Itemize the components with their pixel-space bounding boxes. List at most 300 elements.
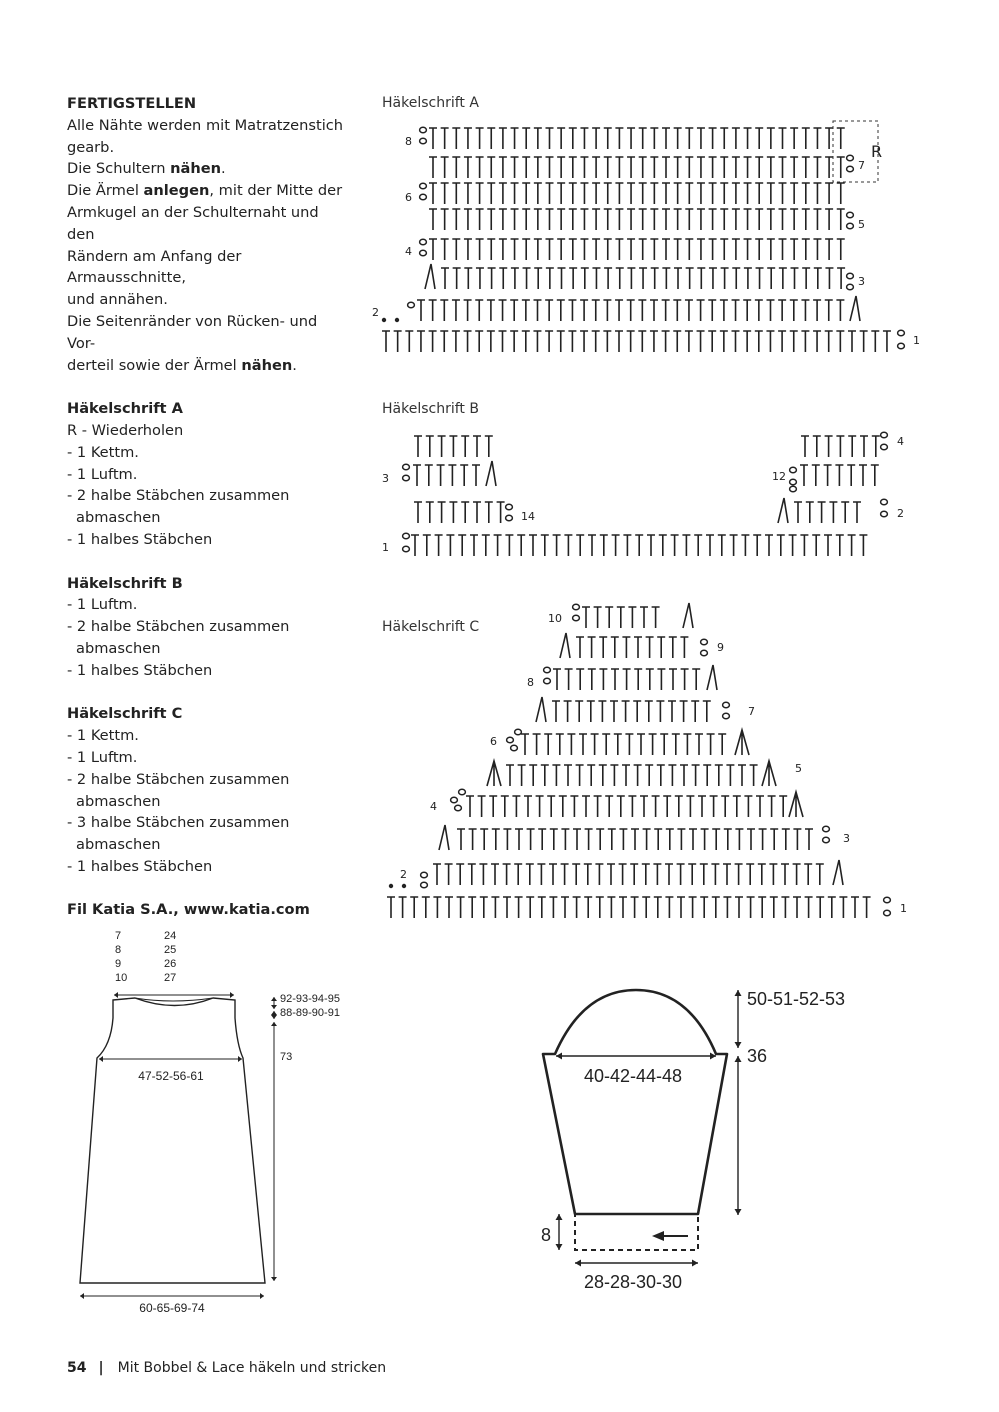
half-dc-symbol bbox=[657, 765, 665, 786]
arrowhead bbox=[80, 1293, 84, 1299]
half-dc-symbol bbox=[605, 796, 613, 817]
half-dc-symbol bbox=[709, 157, 717, 178]
chain-symbol bbox=[420, 138, 427, 143]
half-dc-symbol bbox=[673, 331, 681, 352]
chain-symbol bbox=[884, 897, 891, 902]
row-number-label: 3 bbox=[843, 832, 850, 845]
half-dc-symbol bbox=[546, 239, 554, 260]
half-dc-symbol bbox=[818, 502, 826, 523]
half-dc-symbol bbox=[518, 765, 526, 786]
half-dc-symbol bbox=[738, 765, 746, 786]
hdc3tog-symbol bbox=[789, 792, 803, 817]
half-dc-symbol bbox=[779, 268, 787, 289]
half-dc-symbol bbox=[710, 796, 718, 817]
half-dc-symbol bbox=[464, 239, 472, 260]
row-number-label: 40-42-44-48 bbox=[583, 1066, 683, 1086]
half-dc-symbol bbox=[642, 864, 650, 885]
half-dc-symbol bbox=[557, 209, 565, 230]
half-dc-symbol bbox=[769, 864, 777, 885]
half-dc-symbol bbox=[546, 209, 554, 230]
half-dc-symbol bbox=[515, 829, 523, 850]
half-dc-symbol bbox=[550, 829, 558, 850]
half-dc-symbol bbox=[697, 183, 705, 204]
half-dc-symbol bbox=[476, 268, 484, 289]
chain-symbol bbox=[507, 737, 514, 742]
half-dc-symbol bbox=[659, 535, 667, 556]
legend-item: - 3 halbe Stäbchen zusammen bbox=[67, 814, 290, 832]
text-run: Armkugel an der Schulternaht und den bbox=[67, 203, 319, 243]
half-dc-symbol bbox=[730, 535, 738, 556]
half-dc-symbol bbox=[851, 897, 859, 918]
arrowhead bbox=[271, 1011, 277, 1015]
half-dc-symbol bbox=[709, 209, 717, 230]
half-dc-symbol bbox=[755, 331, 763, 352]
half-dc-symbol bbox=[615, 239, 623, 260]
half-dc-symbol bbox=[744, 157, 752, 178]
half-dc-symbol bbox=[656, 701, 664, 722]
arrowhead bbox=[99, 1056, 103, 1062]
half-dc-symbol bbox=[753, 535, 761, 556]
half-dc-symbol bbox=[841, 502, 849, 523]
row-number-label: 1 bbox=[900, 902, 907, 915]
half-dc-symbol bbox=[709, 239, 717, 260]
half-dc-symbol bbox=[674, 128, 682, 149]
half-dc-symbol bbox=[491, 864, 499, 885]
half-dc-symbol bbox=[638, 300, 646, 321]
row-number-label: 92-93-94-95 bbox=[280, 993, 340, 1005]
half-dc-symbol bbox=[592, 239, 600, 260]
half-dc-symbol bbox=[615, 183, 623, 204]
half-dc-symbol bbox=[482, 535, 490, 556]
half-dc-symbol bbox=[429, 157, 437, 178]
half-dc-symbol bbox=[790, 331, 798, 352]
half-dc-symbol bbox=[642, 897, 650, 918]
half-dc-symbol bbox=[559, 796, 567, 817]
row-number-label: 1 bbox=[382, 541, 389, 554]
half-dc-symbol bbox=[777, 535, 785, 556]
half-dc-symbol bbox=[825, 157, 833, 178]
half-dc-symbol bbox=[506, 765, 514, 786]
row-number-label: 2 bbox=[400, 868, 407, 881]
half-dc-symbol bbox=[564, 765, 572, 786]
half-dc-symbol bbox=[683, 734, 691, 755]
chain-symbol bbox=[511, 745, 518, 750]
half-dc-symbol bbox=[458, 535, 466, 556]
legend-item: - 1 halbes Stäbchen bbox=[67, 530, 213, 548]
half-dc-symbol bbox=[735, 897, 743, 918]
half-dc-symbol bbox=[503, 829, 511, 850]
half-dc-symbol bbox=[836, 331, 844, 352]
half-dc-symbol bbox=[603, 331, 611, 352]
row-number-label: 9 bbox=[115, 958, 122, 970]
half-dc-symbol bbox=[744, 128, 752, 149]
half-dc-symbol bbox=[639, 239, 647, 260]
half-dc-symbol bbox=[778, 331, 786, 352]
row-number-label: 1 bbox=[913, 334, 920, 347]
half-dc-symbol bbox=[790, 157, 798, 178]
half-dc-symbol bbox=[860, 436, 868, 457]
half-dc-symbol bbox=[604, 128, 612, 149]
half-dc-symbol bbox=[604, 183, 612, 204]
half-dc-symbol bbox=[680, 701, 688, 722]
chain-symbol bbox=[847, 273, 854, 278]
half-dc-symbol bbox=[382, 331, 390, 352]
half-dc-symbol bbox=[541, 765, 549, 786]
half-dc-symbol bbox=[837, 128, 845, 149]
half-dc-symbol bbox=[701, 829, 709, 850]
chart-c bbox=[387, 603, 907, 918]
half-dc-symbol bbox=[429, 128, 437, 149]
hdc2tog-symbol bbox=[778, 498, 788, 523]
half-dc-symbol bbox=[522, 183, 530, 204]
half-dc-symbol bbox=[581, 268, 589, 289]
half-dc-symbol bbox=[615, 209, 623, 230]
half-dc-symbol bbox=[668, 765, 676, 786]
half-dc-symbol bbox=[476, 239, 484, 260]
half-dc-symbol bbox=[499, 157, 507, 178]
half-dc-symbol bbox=[592, 128, 600, 149]
chain-symbol bbox=[420, 250, 427, 255]
hdc2tog-symbol bbox=[560, 633, 570, 658]
half-dc-symbol bbox=[615, 128, 623, 149]
bold-term: anlegen bbox=[143, 182, 210, 200]
half-dc-symbol bbox=[485, 502, 493, 523]
half-dc-symbol bbox=[464, 183, 472, 204]
half-dc-symbol bbox=[553, 535, 561, 556]
half-dc-symbol bbox=[464, 128, 472, 149]
slip-stitch-symbol bbox=[389, 884, 393, 888]
half-dc-symbol bbox=[778, 300, 786, 321]
legend-item: abmaschen bbox=[76, 639, 161, 657]
half-dc-symbol bbox=[825, 239, 833, 260]
half-dc-symbol bbox=[441, 209, 449, 230]
legend-item: abmaschen bbox=[76, 792, 161, 810]
chain-symbol bbox=[884, 910, 891, 915]
half-dc-symbol bbox=[576, 765, 584, 786]
row-number-label: 2 bbox=[372, 306, 379, 319]
arrowhead bbox=[556, 1053, 562, 1060]
half-dc-symbol bbox=[580, 209, 588, 230]
half-dc-symbol bbox=[662, 209, 670, 230]
hdc2tog-symbol bbox=[833, 860, 843, 885]
half-dc-symbol bbox=[685, 239, 693, 260]
half-dc-symbol bbox=[709, 128, 717, 149]
half-dc-symbol bbox=[425, 465, 433, 486]
half-dc-symbol bbox=[813, 300, 821, 321]
half-dc-symbol bbox=[732, 239, 740, 260]
half-dc-symbol bbox=[793, 829, 801, 850]
half-dc-symbol bbox=[709, 183, 717, 204]
half-dc-symbol bbox=[464, 209, 472, 230]
half-dc-symbol bbox=[805, 897, 813, 918]
half-dc-symbol bbox=[662, 128, 670, 149]
half-dc-symbol bbox=[561, 864, 569, 885]
half-dc-symbol bbox=[452, 128, 460, 149]
half-dc-symbol bbox=[527, 829, 535, 850]
legend-a-title: Häkelschrift A bbox=[67, 400, 183, 418]
half-dc-symbol bbox=[755, 128, 763, 149]
cuff-band bbox=[575, 1214, 698, 1250]
half-dc-symbol bbox=[677, 864, 685, 885]
half-dc-symbol bbox=[410, 897, 418, 918]
half-dc-symbol bbox=[468, 897, 476, 918]
credit-line: Fil Katia S.A., www.katia.com bbox=[67, 901, 310, 919]
half-dc-symbol bbox=[720, 128, 728, 149]
chain-symbol bbox=[573, 615, 580, 620]
legend-item: - 1 Kettm. bbox=[67, 443, 139, 461]
half-dc-symbol bbox=[639, 128, 647, 149]
half-dc-symbol bbox=[660, 734, 668, 755]
half-dc-symbol bbox=[720, 239, 728, 260]
half-dc-symbol bbox=[573, 829, 581, 850]
half-dc-symbol bbox=[524, 796, 532, 817]
arrowhead bbox=[271, 1277, 277, 1281]
half-dc-symbol bbox=[718, 734, 726, 755]
half-dc-symbol bbox=[580, 157, 588, 178]
half-dc-symbol bbox=[417, 300, 425, 321]
hdc2tog-symbol bbox=[425, 264, 435, 289]
half-dc-symbol bbox=[521, 734, 529, 755]
half-dc-symbol bbox=[712, 897, 720, 918]
half-dc-symbol bbox=[453, 268, 461, 289]
half-dc-symbol bbox=[545, 300, 553, 321]
half-dc-symbol bbox=[639, 183, 647, 204]
half-dc-symbol bbox=[766, 331, 774, 352]
half-dc-symbol bbox=[522, 209, 530, 230]
half-dc-symbol bbox=[720, 209, 728, 230]
half-dc-symbol bbox=[756, 268, 764, 289]
row-number-label: 10 bbox=[115, 972, 128, 984]
half-dc-symbol bbox=[522, 300, 530, 321]
half-dc-symbol bbox=[411, 535, 419, 556]
half-dc-symbol bbox=[770, 897, 778, 918]
half-dc-symbol bbox=[449, 436, 457, 457]
half-dc-symbol bbox=[492, 829, 500, 850]
chain-symbol bbox=[790, 486, 797, 491]
half-dc-symbol bbox=[511, 239, 519, 260]
half-dc-symbol bbox=[758, 897, 766, 918]
half-dc-symbol bbox=[580, 239, 588, 260]
half-dc-symbol bbox=[591, 734, 599, 755]
half-dc-symbol bbox=[580, 300, 588, 321]
half-dc-symbol bbox=[487, 209, 495, 230]
half-dc-symbol bbox=[569, 209, 577, 230]
half-dc-symbol bbox=[617, 607, 625, 628]
half-dc-symbol bbox=[680, 637, 688, 658]
half-dc-symbol bbox=[464, 300, 472, 321]
half-dc-symbol bbox=[569, 268, 577, 289]
half-dc-symbol bbox=[801, 436, 809, 457]
half-dc-symbol bbox=[806, 502, 814, 523]
half-dc-symbol bbox=[522, 239, 530, 260]
half-dc-symbol bbox=[399, 897, 407, 918]
half-dc-symbol bbox=[611, 637, 619, 658]
half-dc-symbol bbox=[472, 465, 480, 486]
half-dc-symbol bbox=[522, 331, 530, 352]
half-dc-symbol bbox=[768, 796, 776, 817]
chain-symbol bbox=[403, 475, 410, 480]
half-dc-symbol bbox=[812, 465, 820, 486]
arrowhead bbox=[271, 1015, 277, 1019]
half-dc-symbol bbox=[576, 535, 584, 556]
arrowhead bbox=[271, 1022, 277, 1026]
half-dc-symbol bbox=[743, 331, 751, 352]
half-dc-symbol bbox=[604, 209, 612, 230]
half-dc-symbol bbox=[452, 331, 460, 352]
half-dc-symbol bbox=[604, 157, 612, 178]
text-run: gearb. bbox=[67, 138, 115, 156]
half-dc-symbol bbox=[623, 669, 631, 690]
half-dc-symbol bbox=[700, 897, 708, 918]
half-dc-symbol bbox=[682, 535, 690, 556]
half-dc-symbol bbox=[802, 239, 810, 260]
half-dc-symbol bbox=[584, 864, 592, 885]
half-dc-symbol bbox=[732, 157, 740, 178]
half-dc-symbol bbox=[594, 607, 602, 628]
half-dc-symbol bbox=[511, 183, 519, 204]
half-dc-symbol bbox=[517, 535, 525, 556]
half-dc-symbol bbox=[487, 331, 495, 352]
half-dc-symbol bbox=[628, 796, 636, 817]
half-dc-symbol bbox=[836, 535, 844, 556]
chain-symbol bbox=[847, 212, 854, 217]
half-dc-symbol bbox=[825, 300, 833, 321]
half-dc-symbol bbox=[801, 300, 809, 321]
half-dc-symbol bbox=[623, 535, 631, 556]
half-dc-symbol bbox=[569, 239, 577, 260]
row-number-label: 12 bbox=[772, 470, 786, 483]
row-number-label: 10 bbox=[548, 612, 562, 625]
body-schematic bbox=[80, 930, 340, 1315]
half-dc-symbol bbox=[653, 864, 661, 885]
half-dc-symbol bbox=[452, 239, 460, 260]
half-dc-symbol bbox=[529, 765, 537, 786]
half-dc-symbol bbox=[468, 864, 476, 885]
half-dc-symbol bbox=[567, 734, 575, 755]
half-dc-symbol bbox=[514, 864, 522, 885]
arrowhead bbox=[114, 992, 118, 998]
chart-a-title: Häkelschrift A bbox=[382, 95, 479, 111]
row-number-label: 24 bbox=[164, 930, 177, 942]
legend-item: - 1 Kettm. bbox=[67, 727, 139, 745]
half-dc-symbol bbox=[564, 535, 572, 556]
half-dc-symbol bbox=[790, 239, 798, 260]
half-dc-symbol bbox=[488, 268, 496, 289]
half-dc-symbol bbox=[650, 209, 658, 230]
half-dc-symbol bbox=[813, 157, 821, 178]
text-run: Die Ärmel bbox=[67, 182, 144, 200]
half-dc-symbol bbox=[767, 239, 775, 260]
row-number-label: 8 bbox=[527, 676, 534, 689]
half-dc-symbol bbox=[711, 864, 719, 885]
legend-b-title: Häkelschrift B bbox=[67, 574, 183, 592]
hdc3tog-symbol bbox=[735, 730, 749, 755]
half-dc-symbol bbox=[503, 897, 511, 918]
half-dc-symbol bbox=[767, 128, 775, 149]
chain-symbol bbox=[881, 444, 888, 449]
half-dc-symbol bbox=[457, 829, 465, 850]
half-dc-symbol bbox=[417, 331, 425, 352]
arrowhead bbox=[556, 1244, 563, 1250]
half-dc-symbol bbox=[741, 535, 749, 556]
half-dc-symbol bbox=[534, 209, 542, 230]
half-dc-symbol bbox=[592, 157, 600, 178]
half-dc-symbol bbox=[452, 183, 460, 204]
arrowhead bbox=[692, 1260, 698, 1267]
half-dc-symbol bbox=[652, 607, 660, 628]
half-dc-symbol bbox=[441, 157, 449, 178]
half-dc-symbol bbox=[652, 796, 660, 817]
row-number-label: 50-51-52-53 bbox=[747, 989, 846, 1009]
row-number-label: 27 bbox=[164, 972, 177, 984]
chain-symbol bbox=[881, 499, 888, 504]
half-dc-symbol bbox=[534, 183, 542, 204]
half-dc-symbol bbox=[662, 331, 670, 352]
half-dc-symbol bbox=[650, 239, 658, 260]
half-dc-symbol bbox=[645, 765, 653, 786]
half-dc-symbol bbox=[790, 128, 798, 149]
half-dc-symbol bbox=[732, 128, 740, 149]
half-dc-symbol bbox=[794, 502, 802, 523]
half-dc-symbol bbox=[433, 897, 441, 918]
half-dc-symbol bbox=[782, 829, 790, 850]
half-dc-symbol bbox=[445, 864, 453, 885]
half-dc-symbol bbox=[568, 331, 576, 352]
row-number-label: 8 bbox=[405, 135, 412, 148]
half-dc-symbol bbox=[871, 331, 879, 352]
half-dc-symbol bbox=[825, 331, 833, 352]
half-dc-symbol bbox=[633, 701, 641, 722]
chain-symbol bbox=[847, 223, 854, 228]
half-dc-symbol bbox=[816, 897, 824, 918]
legend-item: - 1 Luftm. bbox=[67, 596, 138, 614]
half-dc-symbol bbox=[691, 701, 699, 722]
half-dc-symbol bbox=[640, 607, 648, 628]
half-dc-symbol bbox=[568, 300, 576, 321]
half-dc-symbol bbox=[640, 796, 648, 817]
half-dc-symbol bbox=[686, 268, 694, 289]
half-dc-symbol bbox=[685, 300, 693, 321]
half-dc-symbol bbox=[523, 268, 531, 289]
half-dc-symbol bbox=[480, 829, 488, 850]
half-dc-symbol bbox=[706, 535, 714, 556]
half-dc-symbol bbox=[634, 765, 642, 786]
half-dc-symbol bbox=[615, 331, 623, 352]
half-dc-symbol bbox=[438, 436, 446, 457]
row-number-label: 5 bbox=[795, 762, 802, 775]
half-dc-symbol bbox=[802, 268, 810, 289]
arrowhead bbox=[735, 1056, 742, 1062]
half-dc-symbol bbox=[721, 268, 729, 289]
half-dc-symbol bbox=[622, 701, 630, 722]
chain-symbol bbox=[701, 650, 708, 655]
arrowhead bbox=[556, 1214, 563, 1220]
half-dc-symbol bbox=[627, 128, 635, 149]
book-title: Mit Bobbel & Lace häkeln und stricken bbox=[117, 1360, 387, 1376]
half-dc-symbol bbox=[779, 796, 787, 817]
hdc3tog-symbol bbox=[762, 761, 776, 786]
half-dc-symbol bbox=[848, 535, 856, 556]
chain-symbol bbox=[898, 343, 905, 348]
half-dc-symbol bbox=[585, 829, 593, 850]
half-dc-symbol bbox=[627, 239, 635, 260]
hdc2tog-symbol bbox=[707, 665, 717, 690]
half-dc-symbol bbox=[800, 465, 808, 486]
half-dc-symbol bbox=[767, 183, 775, 204]
half-dc-symbol bbox=[476, 157, 484, 178]
hdc2tog-symbol bbox=[850, 296, 860, 321]
half-dc-symbol bbox=[685, 183, 693, 204]
